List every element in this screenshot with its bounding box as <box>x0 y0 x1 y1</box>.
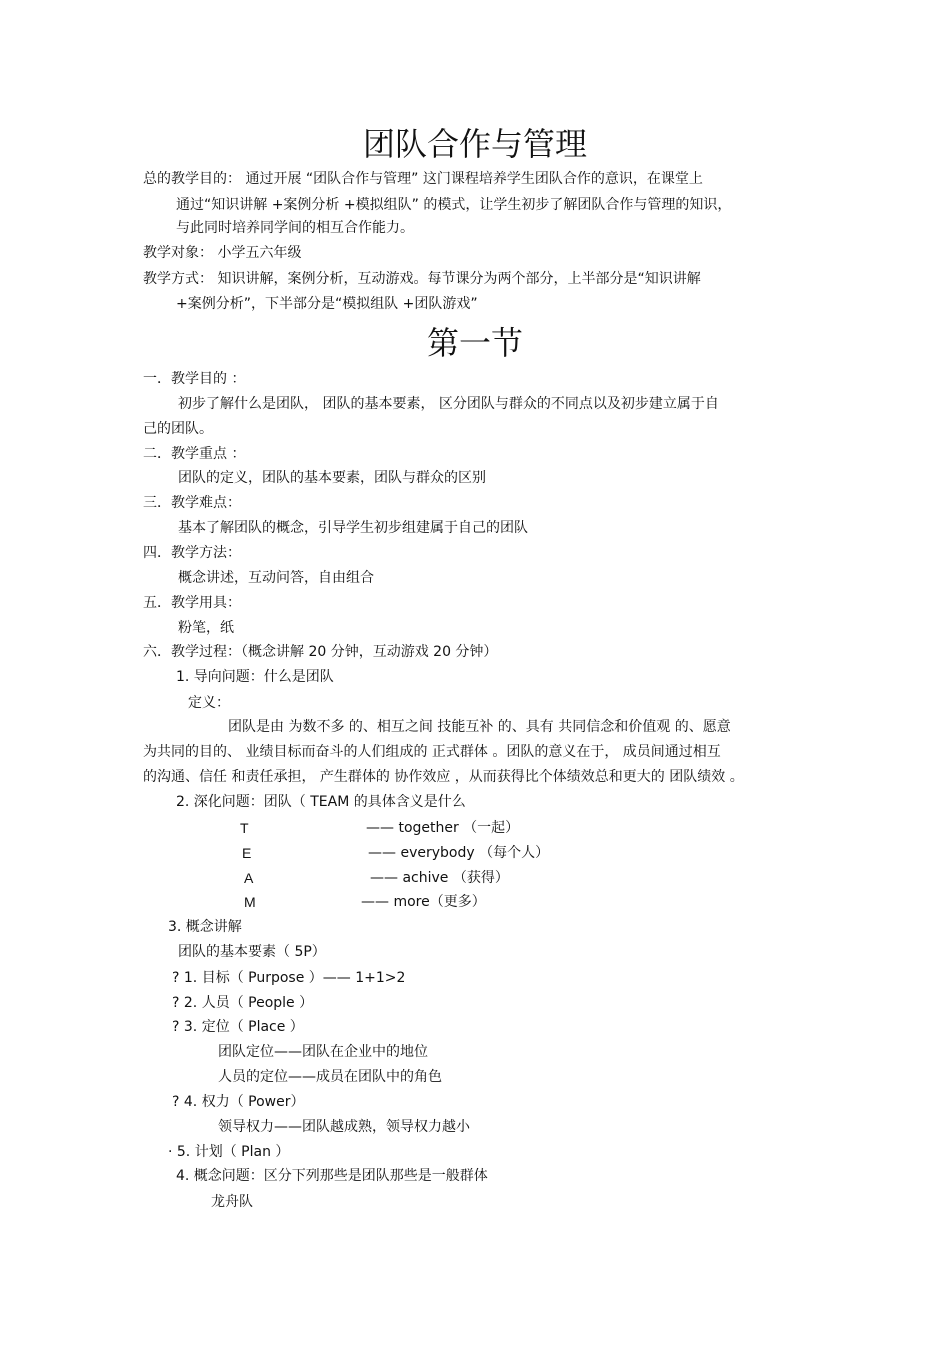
s3-heading: 三．教学难点： <box>143 495 241 511</box>
team-letter-a: A <box>244 870 254 886</box>
element-power: ? 4. 权力（ Power） <box>172 1094 305 1110</box>
definition-line-1: 团队是由 为数不多 的、相互之间 技能互补 的、具有 共同信念和价值观 的、愿意 <box>228 719 731 735</box>
intro-method-line-1: 教学方式： 知识讲解，案例分析，互动游戏。每节课分为两个部分，上半部分是“知识讲解 <box>143 271 701 287</box>
definition-line-3: 的沟通、信任 和责任承担， 产生群体的 协作效应 ，从而获得比个体绩效总和更大的 团队绩效 。 <box>143 769 744 785</box>
intro-target: 教学对象： 小学五六年级 <box>143 245 302 261</box>
element-place: ? 3. 定位（ Place ） <box>172 1019 304 1035</box>
process-item-2: 2. 深化问题：团队（ TEAM 的具体含义是什么 <box>176 794 466 810</box>
s6-heading: 六．教学过程：（概念讲解 20 分钟，互动游戏 20 分钟） <box>143 644 498 660</box>
s2-heading: 二．教学重点 ： <box>143 446 246 462</box>
s5-body: 粉笔，纸 <box>178 620 234 636</box>
element-purpose: ? 1. 目标（ Purpose ）—— 1+1>2 <box>172 970 406 986</box>
element-power-detail: 领导权力——团队越成熟，领导权力越小 <box>218 1119 470 1135</box>
team-meaning-t: —— together （一起） <box>366 820 520 836</box>
element-people: ? 2. 人员（ People ） <box>172 995 314 1011</box>
process-item-3: 3. 概念讲解 <box>168 919 242 935</box>
element-plan: · 5. 计划（ Plan ） <box>168 1144 290 1160</box>
group-example: 龙舟队 <box>211 1194 253 1210</box>
process-item-4: 4. 概念问题：区分下列那些是团队那些是一般群体 <box>176 1168 488 1184</box>
intro-goal-line-3: 与此同时培养同学间的相互合作能力。 <box>176 220 414 236</box>
s1-heading: 一．教学目的 ： <box>143 371 246 387</box>
team-meaning-m: —— more（更多） <box>361 894 486 910</box>
s4-heading: 四．教学方法： <box>143 545 241 561</box>
s5-heading: 五．教学用具： <box>143 595 241 611</box>
team-meaning-e: —— everybody （每个人） <box>368 845 550 861</box>
definition-label: 定义： <box>188 695 230 711</box>
team-meaning-a: —— achive （获得） <box>370 870 509 886</box>
intro-goal-line-2: 通过“知识讲解 +案例分析 +模拟组队” 的模式，让学生初步了解团队合作与管理的知识， <box>176 197 732 213</box>
s2-body: 团队的定义，团队的基本要素，团队与群众的区别 <box>178 470 486 486</box>
elements-heading: 团队的基本要素（ 5P） <box>178 944 326 960</box>
s1-body-line-1: 初步了解什么是团队， 团队的基本要素， 区分团队与群众的不同点以及初步建立属于自 <box>178 396 719 412</box>
section-title: 第一节 <box>426 324 523 362</box>
intro-goal-line-1: 总的教学目的： 通过开展 “团队合作与管理” 这门课程培养学生团队合作的意识，在课堂上 <box>143 171 703 187</box>
s4-body: 概念讲述，互动问答，自由组合 <box>178 570 374 586</box>
team-letter-t: T <box>240 820 249 836</box>
process-item-1: 1. 导向问题：什么是团队 <box>176 669 334 685</box>
s3-body: 基本了解团队的概念，引导学生初步组建属于自己的团队 <box>178 520 528 536</box>
definition-line-2: 为共同的目的、 业绩目标而奋斗的人们组成的 正式群体 。团队的意义在于， 成员间通过相互 <box>143 744 721 760</box>
document-title: 团队合作与管理 <box>362 125 587 163</box>
element-place-detail-1: 团队定位——团队在企业中的地位 <box>218 1044 428 1060</box>
team-letter-e: E <box>242 845 252 861</box>
element-place-detail-2: 人员的定位——成员在团队中的角色 <box>218 1069 442 1085</box>
s1-body-line-2: 己的团队。 <box>143 421 213 437</box>
intro-method-line-2: +案例分析”，下半部分是“模拟组队 +团队游戏” <box>176 296 478 312</box>
team-letter-m: M <box>244 894 256 910</box>
